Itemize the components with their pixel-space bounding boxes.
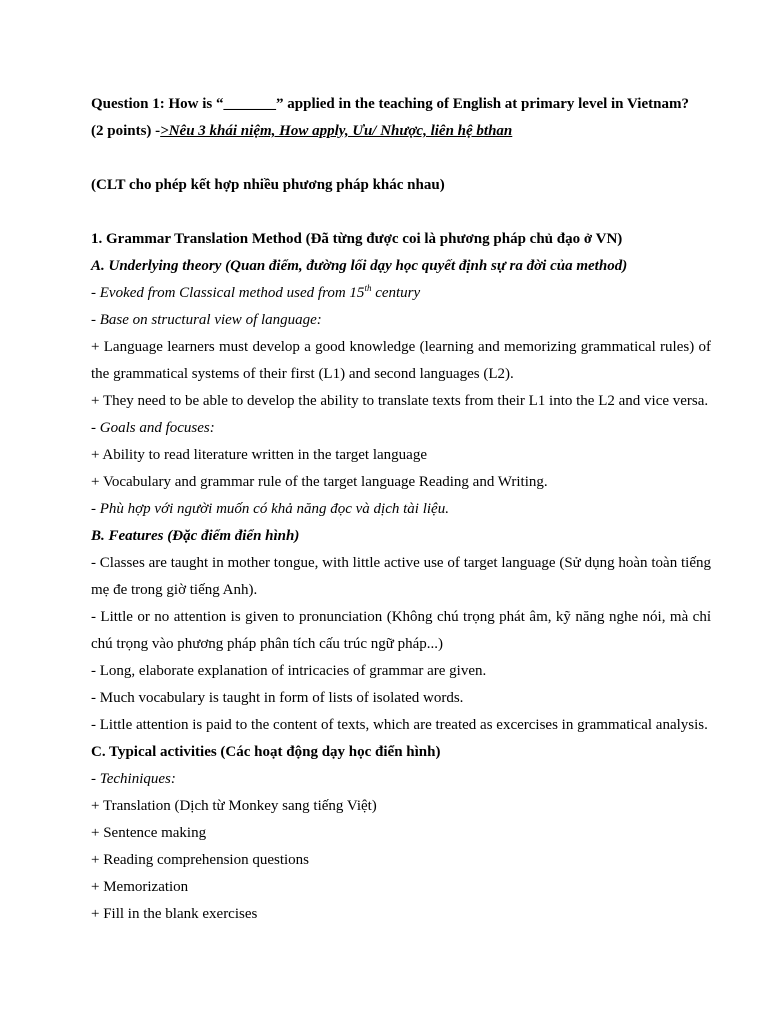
goals-label: - Goals and focuses: bbox=[91, 420, 215, 436]
goal-item: + Ability to read literature written in the target language bbox=[91, 447, 427, 463]
techniques-label: - Techiniques: bbox=[91, 771, 176, 787]
section-heading: 1. Grammar Translation Method (Đã từng được coi là phương pháp chủ đạo ở VN) bbox=[91, 231, 623, 247]
evoked-line bbox=[91, 280, 711, 307]
suitable-note: - Phù hợp với người muốn có khả năng đọc và dịch tài liệu. bbox=[91, 501, 449, 517]
clt-note: (CLT cho phép kết hợp nhiều phương pháp khác nhau) bbox=[91, 177, 445, 193]
goal-item: + Vocabulary and grammar rule of the target language Reading and Writing. bbox=[91, 474, 548, 490]
technique-item: + Reading comprehension questions bbox=[91, 852, 310, 868]
question-title: Question 1: How is “_______” applied in the teaching of English at primary level in Vietnam? bbox=[91, 96, 689, 112]
technique-item: + Sentence making bbox=[91, 825, 207, 841]
technique-item: + Memorization bbox=[91, 879, 189, 895]
feature-item: - Little attention is paid to the content of texts, which are treated as excercises in grammatical analysis. bbox=[91, 717, 708, 733]
evoked-text: - Evoked from Classical method used from 15 bbox=[91, 285, 365, 301]
document-page bbox=[91, 91, 711, 928]
question-points: (2 points) - bbox=[91, 123, 161, 139]
subsection-b-heading: B. Features (Đặc điểm điển hình) bbox=[91, 528, 300, 544]
feature-item: - Classes are taught in mother tongue, with little active use of target language (Sử dụng hoàn toàn tiếng mẹ đe trong giờ tiếng Anh). bbox=[91, 555, 711, 598]
ordinal-suffix: th bbox=[364, 283, 372, 293]
technique-item: + Translation (Dịch từ Monkey sang tiếng Việt) bbox=[91, 798, 377, 814]
evoked-text-end: century bbox=[371, 285, 421, 301]
question-points-line bbox=[91, 118, 711, 145]
paragraph-point-2: + They need to be able to develop the ability to translate texts from their L1 into the L2 and vice versa. bbox=[91, 393, 709, 409]
paragraph-point-1: + Language learners must develop a good knowledge (learning and memorizing grammatical rules) of the grammatical systems of their first (L1) and second languages (L2). bbox=[91, 339, 711, 382]
subsection-a-heading: A. Underlying theory (Quan điểm, đường lối dạy học quyết định sự ra đời của method) bbox=[91, 258, 628, 274]
spacer bbox=[91, 145, 711, 172]
base-line: - Base on structural view of language: bbox=[91, 312, 322, 328]
subsection-c-heading: C. Typical activities (Các hoạt động dạy học điển hình) bbox=[91, 744, 441, 760]
feature-item: - Much vocabulary is taught in form of lists of isolated words. bbox=[91, 690, 464, 706]
feature-item: - Little or no attention is given to pronunciation (Không chú trọng phát âm, kỹ năng nghe nói, mà chỉ chú trọng vào phương pháp phân tích cấu trúc ngữ pháp...) bbox=[91, 609, 711, 652]
question-note: >Nêu 3 khái niệm, How apply, Ưu/ Nhược, liên hệ bthan bbox=[160, 123, 513, 139]
technique-item: + Fill in the blank exercises bbox=[91, 906, 258, 922]
spacer bbox=[91, 199, 711, 226]
feature-item: - Long, elaborate explanation of intricacies of grammar are given. bbox=[91, 663, 487, 679]
